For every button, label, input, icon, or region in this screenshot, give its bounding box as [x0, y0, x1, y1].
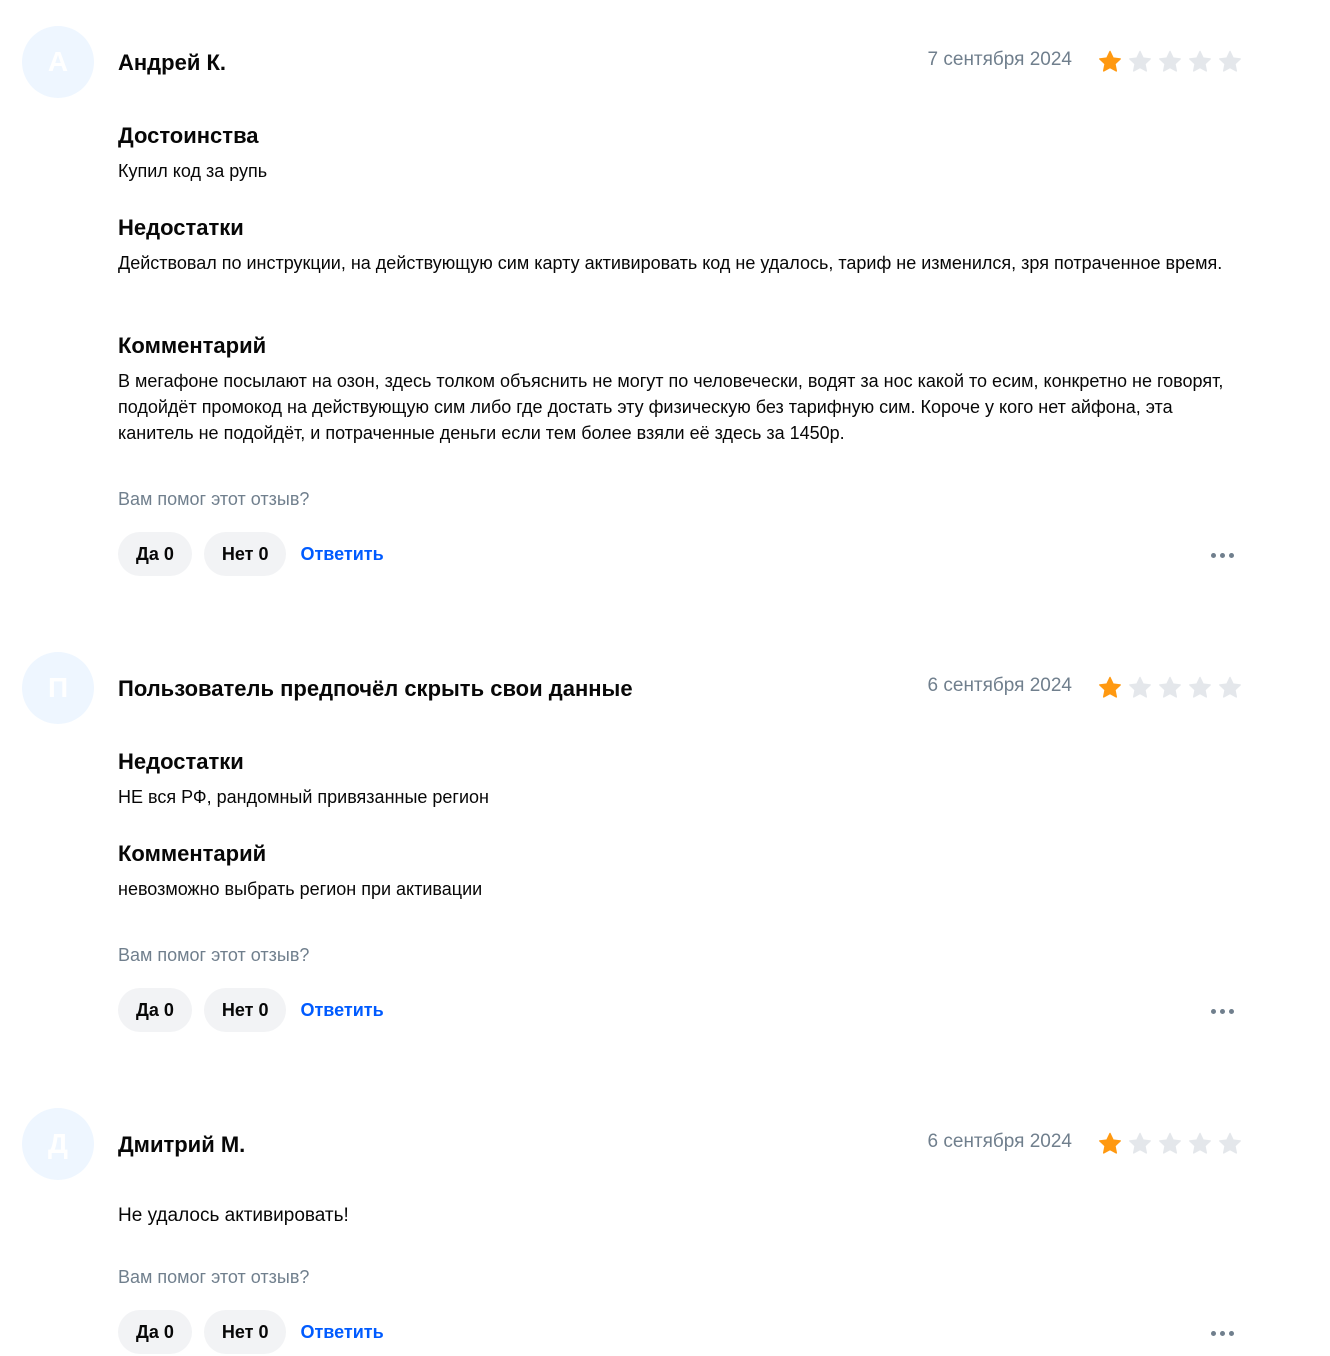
vote-no-button[interactable]: Нет 0 — [204, 532, 287, 576]
vote-yes-button[interactable]: Да 0 — [118, 1310, 192, 1354]
vote-yes-button[interactable]: Да 0 — [118, 988, 192, 1032]
star-empty-icon — [1157, 49, 1183, 75]
star-empty-icon — [1187, 675, 1213, 701]
section-title: Недостатки — [118, 749, 244, 774]
reply-link[interactable]: Ответить — [300, 999, 384, 1020]
reply-link[interactable]: Ответить — [300, 1321, 384, 1342]
section-title: Комментарий — [118, 841, 267, 866]
rating-stars — [1097, 49, 1243, 75]
star-filled-icon — [1097, 49, 1123, 75]
review-actions — [118, 532, 384, 576]
star-empty-icon — [1187, 1131, 1213, 1157]
helpful-question: Вам помог этот отзыв? — [118, 1267, 310, 1287]
section-text: Действовал по инструкции, на действующую сим карту активировать код не удалось, тариф не изменился, зря потраченное время. — [118, 253, 1223, 273]
helpful-question: Вам помог этот отзыв? — [118, 945, 310, 965]
review-date: 7 сентября 2024 — [927, 49, 1072, 70]
more-options-icon[interactable] — [1204, 543, 1240, 567]
star-empty-icon — [1127, 49, 1153, 75]
star-empty-icon — [1157, 675, 1183, 701]
review-section-cons — [118, 748, 1248, 810]
review-actions — [118, 988, 384, 1032]
review-section-pros — [118, 122, 1248, 184]
review-card — [0, 653, 1330, 1053]
helpful-question: Вам помог этот отзыв? — [118, 489, 310, 509]
star-empty-icon — [1157, 1131, 1183, 1157]
rating-stars — [1097, 1131, 1243, 1157]
more-options-icon[interactable] — [1204, 999, 1240, 1023]
review-section-comment — [118, 332, 1248, 446]
rating-stars — [1097, 675, 1243, 701]
review-author: Андрей К. — [118, 50, 226, 75]
section-text: Купил код за рупь — [118, 161, 268, 181]
star-empty-icon — [1217, 1131, 1243, 1157]
review-section-comment — [118, 840, 1248, 902]
review-section-cons — [118, 214, 1248, 276]
section-text: В мегафоне посылают на озон, здесь толком объяснить не могут по человечески, водят за нос какой то есим, конкретно не говорят, подойдёт промокод на действующую сим либо где достать эту физическую без тарифную сим. Короче у кого нет айфона, эта канитель не подойдёт, и потраченные деньги если тем более взяли её здесь за 1450р. — [118, 371, 1224, 443]
star-empty-icon — [1187, 49, 1213, 75]
review-card — [0, 27, 1330, 587]
section-title: Недостатки — [118, 215, 244, 240]
avatar: Д — [22, 1108, 94, 1180]
vote-no-button[interactable]: Нет 0 — [204, 988, 287, 1032]
star-filled-icon — [1097, 1131, 1123, 1157]
star-empty-icon — [1217, 49, 1243, 75]
review-author: Пользователь предпочёл скрыть свои данные — [118, 676, 633, 701]
review-author: Дмитрий М. — [118, 1132, 246, 1157]
star-empty-icon — [1127, 1131, 1153, 1157]
vote-yes-button[interactable]: Да 0 — [118, 532, 192, 576]
review-date: 6 сентября 2024 — [927, 675, 1072, 696]
review-actions — [118, 1310, 384, 1354]
vote-no-button[interactable]: Нет 0 — [204, 1310, 287, 1354]
avatar: П — [22, 652, 94, 724]
review-text: Не удалось активировать! — [118, 1205, 349, 1226]
section-text: НЕ вся РФ, рандомный привязанные регион — [118, 787, 489, 807]
more-options-icon[interactable] — [1204, 1321, 1240, 1345]
section-title: Достоинства — [118, 123, 259, 148]
section-title: Комментарий — [118, 333, 267, 358]
review-date: 6 сентября 2024 — [927, 1131, 1072, 1152]
star-empty-icon — [1127, 675, 1153, 701]
section-text: невозможно выбрать регион при активации — [118, 879, 483, 899]
reply-link[interactable]: Ответить — [300, 543, 384, 564]
star-empty-icon — [1217, 675, 1243, 701]
star-filled-icon — [1097, 675, 1123, 701]
avatar: А — [22, 26, 94, 98]
review-card — [0, 1109, 1330, 1356]
